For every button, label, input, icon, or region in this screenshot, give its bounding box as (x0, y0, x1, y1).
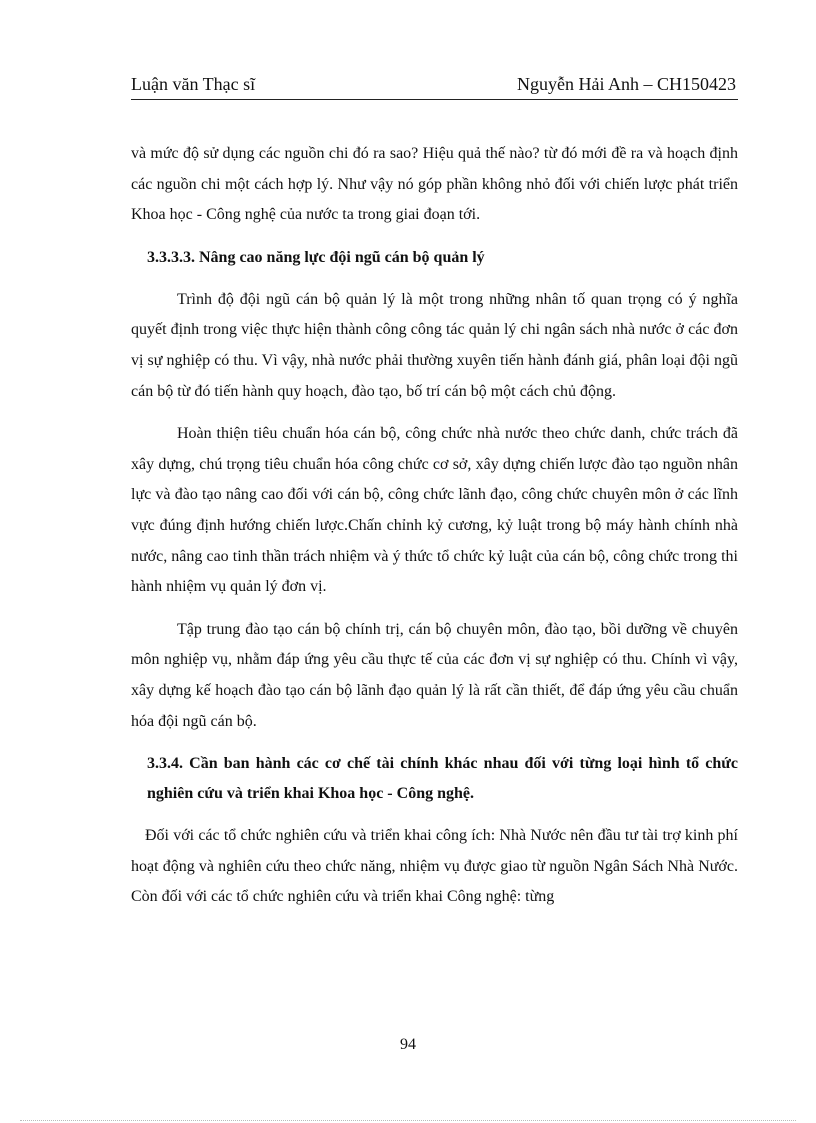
paragraph-continued: và mức độ sử dụng các nguồn chi đó ra sao? Hiệu quả thế nào? từ đó mới đề ra và hoạch định các nguồn chi một cách hợp lý. Như vậy nó góp phần không nhỏ đối với chiến lược phát triển Khoa học - Công nghệ của nước ta trong giai đoạn tới. (131, 145, 738, 224)
page-bottom-edge (20, 1120, 796, 1121)
paragraph-staff-capacity: Trình độ đội ngũ cán bộ quản lý là một trong những nhân tố quan trọng có ý nghĩa quyết định trong việc thực hiện thành công công tác quản lý chi ngân sách nhà nước ở các đơn vị sự nghiệp có thu. Vì vậy, nhà nước phải thường xuyên tiến hành đánh giá, phân loại đội ngũ cán bộ từ đó tiến hành quy hoạch, đào tạo, bố trí cán bộ một cách chủ động. (131, 290, 738, 400)
header-thesis-label: Luận văn Thạc sĩ (131, 74, 256, 94)
page-body (131, 139, 738, 913)
header-divider (131, 99, 738, 100)
page-header (131, 74, 738, 98)
section-heading-3-3-4: 3.3.4. Cần ban hành các cơ chế tài chính khác nhau đối với từng loại hình tổ chức nghiên cứu và triển khai Khoa học - Công nghệ. (147, 755, 738, 803)
header-author: Nguyễn Hải Anh – CH150423 (517, 74, 736, 94)
paragraph-public-research: Đối với các tổ chức nghiên cứu và triển khai công ích: Nhà Nước nên đầu tư tài trợ kinh phí hoạt động và nghiên cứu theo chức năng, nhiệm vụ được giao từ nguồn Ngân Sách Nhà Nước. Còn đối với các tổ chức nghiên cứu và triển khai Công nghệ: từng (131, 827, 738, 906)
page-number: 94 (400, 1036, 416, 1053)
paragraph-standardization: Hoàn thiện tiêu chuẩn hóa cán bộ, công chức nhà nước theo chức danh, chức trách đã xây dựng, chú trọng tiêu chuẩn hóa công chức cơ sở, xây dựng chiến lược đào tạo nguồn nhân lực và đào tạo nâng cao đối với cán bộ, công chức lãnh đạo, công chức chuyên môn ở các lĩnh vực đúng định hướng chiến lược.Chấn chỉnh kỷ cương, kỷ luật trong bộ máy hành chính nhà nước, nâng cao tinh thần trách nhiệm và ý thức tổ chức kỷ luật của cán bộ, công chức trong thi hành nhiệm vụ quản lý đơn vị. (131, 425, 738, 596)
section-heading-3-3-3-3: 3.3.3.3. Nâng cao năng lực đội ngũ cán bộ quản lý (147, 248, 485, 266)
paragraph-training: Tập trung đào tạo cán bộ chính trị, cán bộ chuyên môn, đào tạo, bồi dưỡng về chuyên môn nghiệp vụ, nhằm đáp ứng yêu cầu thực tế của các đơn vị sự nghiệp có thu. Chính vì vậy, xây dựng kế hoạch đào tạo cán bộ lãnh đạo quản lý là rất cần thiết, để đáp ứng yêu cầu chuẩn hóa đội ngũ cán bộ. (131, 620, 738, 730)
